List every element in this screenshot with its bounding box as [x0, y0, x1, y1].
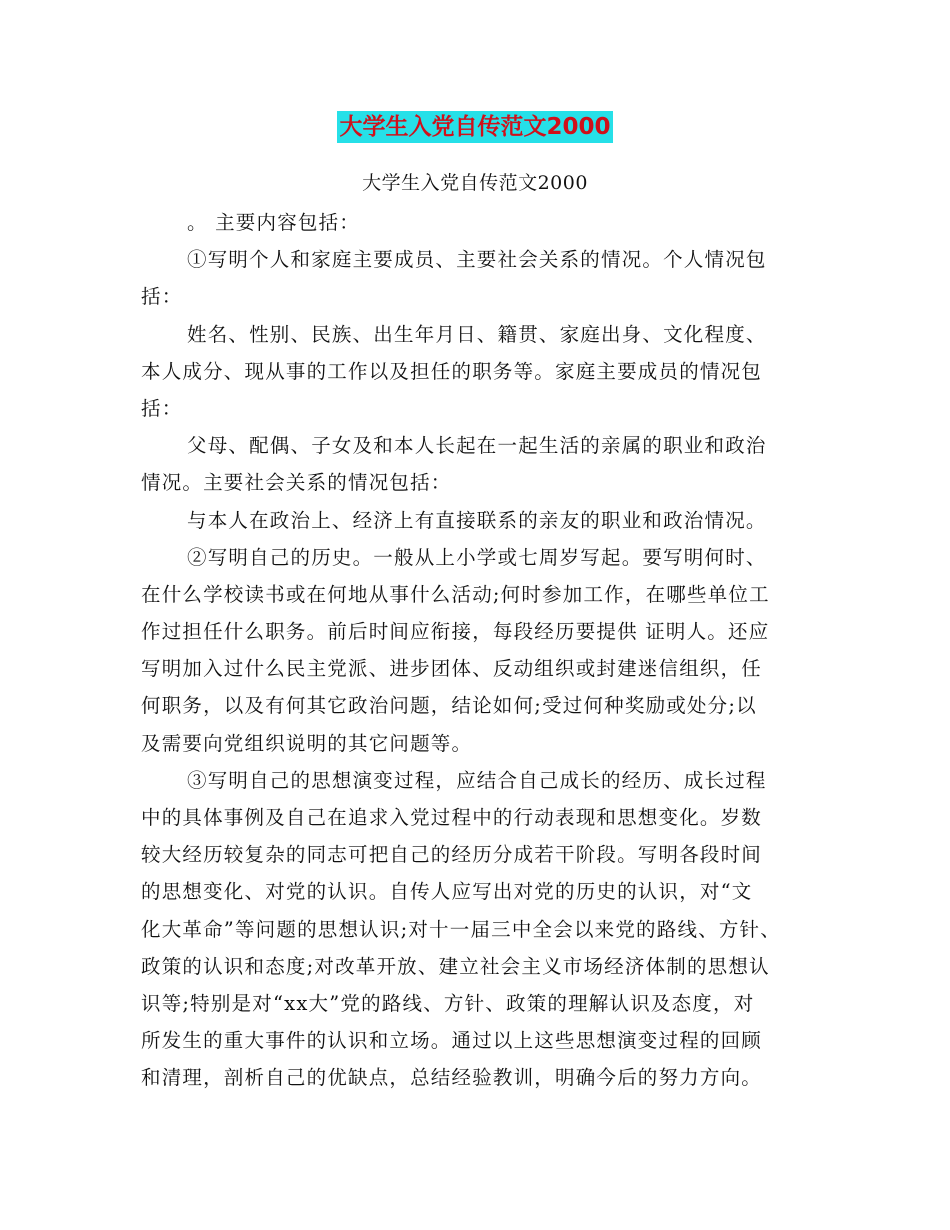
body-line: 何职务，以及有何其它政治问题，结论如何;受过何种奖励或处分;以 — [141, 694, 757, 718]
body-line: 括： — [141, 285, 183, 309]
body-line: 及需要向党组织说明的其它问题等。 — [141, 731, 473, 755]
body-line: 情况。主要社会关系的情况包括： — [141, 471, 452, 495]
body-line: 中的具体事例及自己在追求入党过程中的行动表现和思想变化。岁数 — [141, 806, 763, 829]
body-line: 括： — [141, 396, 183, 420]
body-line: 本人成分、现从事的工作以及担任的职务等。家庭主要成员的情况包 — [141, 359, 763, 383]
body-line: 化大革命”等问题的思想认识;对十一届三中全会以来党的路线、方针、 — [141, 917, 781, 941]
heading-container — [0, 111, 950, 143]
body-line: 与本人在政治上、经济上有直接联系的亲友的职业和政治情况。 — [187, 508, 767, 532]
body-line: 识等;特别是对“xx大”党的路线、方针、政策的理解认识及态度，对 — [141, 991, 755, 1015]
body-line: 所发生的重大事件的认识和立场。通过以上这些思想演变过程的回顾 — [141, 1029, 763, 1053]
body-line: 较大经历较复杂的同志可把自己的经历分成若干阶段。写明各段时间 — [141, 843, 763, 867]
body-line: 姓名、性别、民族、出生年月日、籍贯、家庭出身、文化程度、 — [187, 322, 767, 346]
body-line: 政策的认识和态度;对改革开放、建立社会主义市场经济体制的思想认 — [141, 954, 770, 978]
document-title: 大学生入党自传范文2000 — [362, 172, 588, 194]
body-line: ③写明自己的思想演变过程，应结合自己成长的经历、成长过程 — [187, 768, 767, 792]
body-line: 写明加入过什么民主党派、进步团体、反动组织或封建迷信组织，任 — [141, 657, 763, 681]
body-line: 在什么学校读书或在何地从事什么活动;何时参加工作，在哪些单位工 — [141, 582, 770, 606]
body-line: ①写明个人和家庭主要成员、主要社会关系的情况。个人情况包 — [187, 248, 767, 272]
body-line: ②写明自己的历史。一般从上小学或七周岁写起。要写明何时、 — [187, 545, 767, 569]
body-text — [141, 204, 821, 1097]
body-line: 的思想变化、对党的认识。自传人应写出对党的历史的认识，对“文 — [141, 880, 753, 904]
body-line: 父母、配偶、子女及和本人长起在一起生活的亲属的职业和政治 — [187, 434, 767, 458]
body-line: 。 主要内容包括： — [187, 211, 360, 234]
highlighted-heading: 大学生入党自传范文2000 — [337, 111, 612, 143]
body-line: 和清理，剖析自己的优缺点，总结经验教训，明确今后的努力方向。 — [141, 1066, 763, 1090]
body-line: 作过担任什么职务。前后时间应衔接，每段经历要提供 证明人。还应 — [141, 620, 770, 644]
